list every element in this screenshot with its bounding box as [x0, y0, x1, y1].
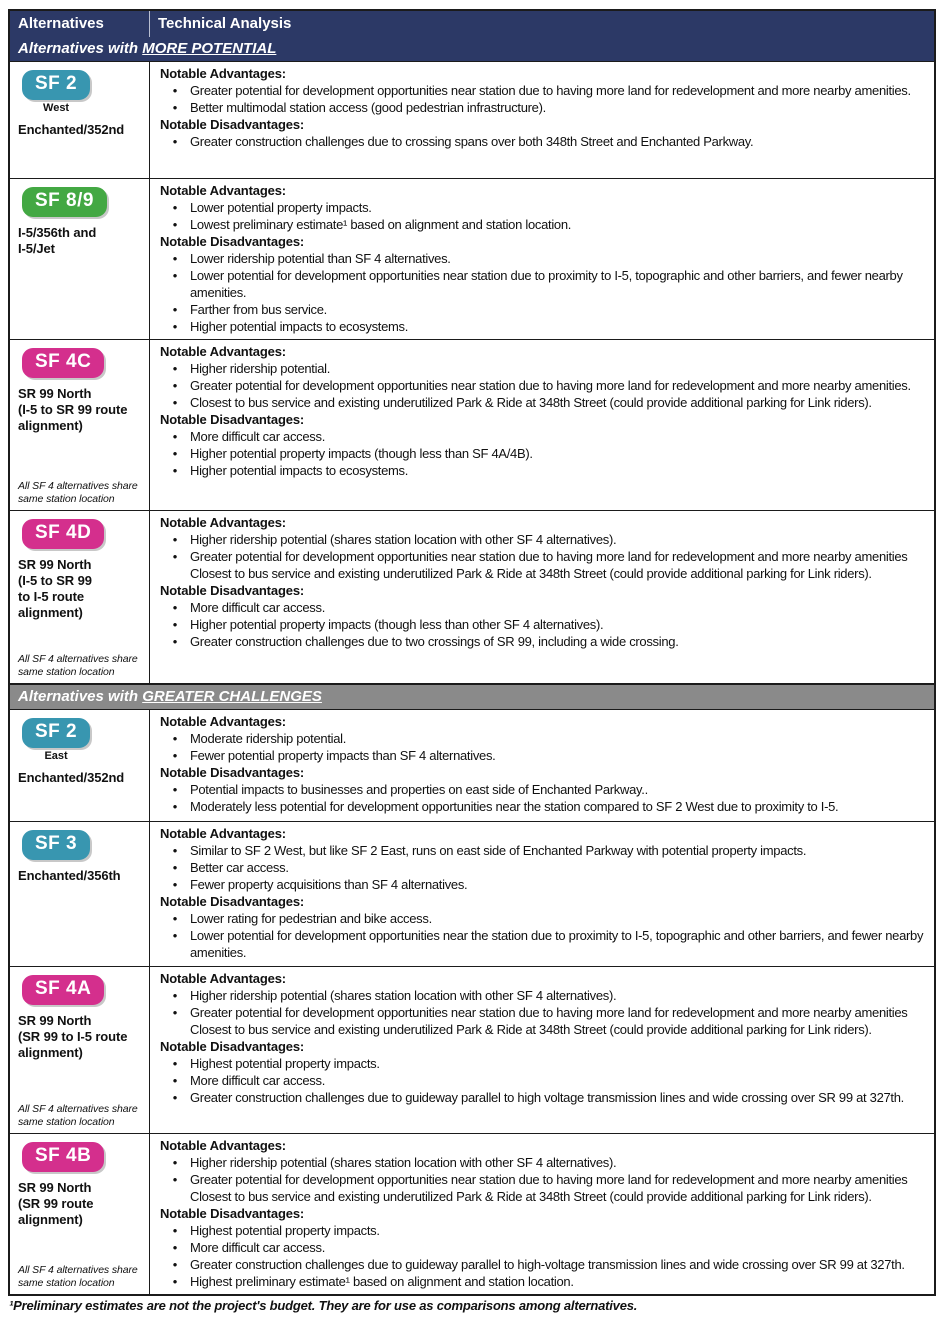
bullet-item [160, 1055, 928, 1072]
bullet-text: Greater potential for development opportunities near station due to having more land for redevelopment and more nearby amenities Closest to bus service and existing underutilized Park & Ride at 348th Street (could provide additional parking for Link riders). [190, 1172, 908, 1204]
alt-label-line: SR 99 North [18, 386, 92, 401]
bullet-dot: • [172, 217, 178, 232]
bullet-text: Highest potential property impacts. [190, 1223, 380, 1238]
badge-wrap [22, 718, 90, 762]
section-title-prefix: Alternatives with [18, 40, 143, 57]
bullet-text: Highest preliminary estimate¹ based on alignment and station location. [190, 1274, 574, 1289]
alt-sublabel: East [44, 750, 68, 762]
bullet-text: Higher potential impacts to ecosystems. [190, 463, 409, 478]
bullet-item [160, 730, 928, 747]
bullet-dot: • [172, 549, 178, 564]
disadvantages-heading: Notable Disadvantages: [160, 583, 305, 598]
advantages-heading: Notable Advantages: [160, 714, 286, 729]
badge-wrap [22, 1142, 104, 1172]
bullet-text: Greater potential for development opportunities near station due to having more land for redevelopment and more nearby amenities Closest to bus service and existing underutilized Park & Ride at 348th Street (could provide additional parking for Link riders). [190, 1005, 908, 1037]
bullet-item [160, 987, 928, 1004]
bullet-item [160, 199, 928, 216]
section-bar-greater-challenges [10, 684, 934, 710]
bullet-dot: • [172, 361, 178, 376]
alt-label-line: Enchanted/352nd [18, 122, 125, 137]
disadvantages-heading: Notable Disadvantages: [160, 234, 305, 249]
advantages-heading: Notable Advantages: [160, 66, 286, 81]
bullet-item [160, 377, 928, 394]
analysis-cell-sf2-east [150, 710, 934, 821]
advantages-heading: Notable Advantages: [160, 183, 286, 198]
alt-badge-sf2-west: SF 2 [22, 70, 90, 100]
alt-shared-location-note: All SF 4 alternatives share same station location [18, 1264, 138, 1289]
alt-label-line: (SR 99 route [18, 1196, 94, 1211]
bullet-item [160, 531, 928, 548]
bullet-text: Lower rating for pedestrian and bike access. [190, 911, 432, 926]
bullet-dot: • [172, 799, 178, 814]
bullet-item [160, 462, 928, 479]
bullet-item [160, 781, 928, 798]
bullet-dot: • [172, 446, 178, 461]
bullet-item [160, 250, 928, 267]
page [8, 0, 936, 1319]
alt-label-line: SR 99 North [18, 1013, 92, 1028]
bullet-item [160, 798, 928, 815]
bullet-text: Fewer potential property impacts than SF 4 alternatives. [190, 748, 496, 763]
bullet-item [160, 599, 928, 616]
alt-label [18, 225, 96, 257]
table-header-row [10, 11, 934, 37]
bullet-text: Greater construction challenges due to guideway parallel to high-voltage transmission lines and wide crossing over SR 99 at 327th. [190, 1257, 905, 1272]
bullet-item [160, 1171, 928, 1205]
disadvantages-heading: Notable Disadvantages: [160, 412, 305, 427]
table-row-sf3 [10, 822, 934, 967]
analysis-cell-sf8-9 [150, 179, 934, 339]
alt-label [18, 386, 127, 434]
alternative-cell-sf8-9 [10, 179, 150, 339]
alt-shared-location-note: All SF 4 alternatives share same station location [18, 653, 138, 678]
analysis-cell-sf4b [150, 1134, 934, 1294]
alt-badge-sf2-east: SF 2 [22, 718, 90, 748]
alt-badge-sf4c: SF 4C [22, 348, 104, 378]
advantages-heading: Notable Advantages: [160, 344, 286, 359]
alt-label [18, 557, 92, 621]
advantages-heading: Notable Advantages: [160, 515, 286, 530]
bullet-dot: • [172, 911, 178, 926]
alt-label-line: SR 99 North [18, 1180, 92, 1195]
bullet-dot: • [172, 860, 178, 875]
bullet-text: Lower potential for development opportunities near the station due to proximity to I-5, topographic and other barriers, and fewer nearby amenities. [190, 928, 924, 960]
bullet-item [160, 1256, 928, 1273]
badge-wrap [22, 187, 107, 217]
bullet-text: Higher potential property impacts (though less than SF 4A/4B). [190, 446, 533, 461]
bullet-dot: • [172, 251, 178, 266]
alt-label-line: I-5/356th and [18, 225, 97, 240]
bullet-item [160, 842, 928, 859]
table-row-sf8-9 [10, 179, 934, 340]
disadvantages-heading: Notable Disadvantages: [160, 1206, 305, 1221]
bullet-text: Greater construction challenges due to two crossings of SR 99, including a wide crossing. [190, 634, 679, 649]
bullet-item [160, 616, 928, 633]
bullet-text: Higher ridership potential (shares station location with other SF 4 alternatives). [190, 532, 617, 547]
bullet-item [160, 133, 928, 150]
bullet-text: Higher potential impacts to ecosystems. [190, 319, 409, 334]
bullet-text: Fewer property acquisitions than SF 4 alternatives. [190, 877, 468, 892]
alt-label [18, 770, 124, 786]
alternative-cell-sf4d [10, 511, 150, 683]
bullet-text: Highest potential property impacts. [190, 1056, 380, 1071]
section-title-emphasis: MORE POTENTIAL [142, 40, 277, 57]
alt-label-line: Enchanted/356th [18, 868, 121, 883]
bullet-dot: • [172, 1090, 178, 1105]
bullet-dot: • [172, 429, 178, 444]
bullet-item [160, 927, 928, 961]
header-cell-alternatives: Alternatives [10, 11, 150, 37]
alt-badge-sf8-9: SF 8/9 [22, 187, 107, 217]
bullet-dot: • [172, 200, 178, 215]
bullet-dot: • [172, 1073, 178, 1088]
alt-label-line: (I-5 to SR 99 [18, 573, 92, 588]
bullet-dot: • [172, 1257, 178, 1272]
badge-wrap [22, 830, 90, 860]
bullet-item [160, 910, 928, 927]
alt-label-line: to I-5 route [18, 589, 84, 604]
table-row-sf2-east [10, 710, 934, 822]
bullet-dot: • [172, 1005, 178, 1020]
alternative-cell-sf3 [10, 822, 150, 966]
bullet-dot: • [172, 83, 178, 98]
badge-wrap [22, 348, 104, 378]
bullet-text: Moderate ridership potential. [190, 731, 347, 746]
bullet-text: Greater construction challenges due to guideway parallel to high voltage transmission lines and wide crossing over SR 99 at 327th. [190, 1090, 904, 1105]
alt-label-line: (I-5 to SR 99 route [18, 402, 128, 417]
bullet-text: Farther from bus service. [190, 302, 327, 317]
bullet-dot: • [172, 395, 178, 410]
bullet-item [160, 267, 928, 301]
table-row-sf4c [10, 340, 934, 511]
advantages-heading: Notable Advantages: [160, 1138, 286, 1153]
bullet-item [160, 1004, 928, 1038]
bullet-item [160, 301, 928, 318]
footnote: ¹Preliminary estimates are not the project's budget. They are for use as comparisons among alternatives. [9, 1298, 638, 1313]
bullet-item [160, 216, 928, 233]
bullet-dot: • [172, 843, 178, 858]
alt-label [18, 122, 124, 138]
bullet-dot: • [172, 532, 178, 547]
bullet-item [160, 428, 928, 445]
alt-label-line: SR 99 North [18, 557, 92, 572]
bullet-dot: • [172, 928, 178, 943]
alt-label-line: I-5/Jet [18, 241, 55, 256]
alt-shared-location-note: All SF 4 alternatives share same station location [18, 1103, 138, 1128]
alt-label-line: (SR 99 to I-5 route [18, 1029, 128, 1044]
table-row-sf4b [10, 1134, 934, 1294]
bullet-item [160, 394, 928, 411]
disadvantages-heading: Notable Disadvantages: [160, 765, 305, 780]
section-title-prefix: Alternatives with [18, 688, 143, 705]
bullet-item [160, 1089, 928, 1106]
bullet-dot: • [172, 268, 178, 283]
bullet-text: Higher ridership potential. [190, 361, 331, 376]
bullet-text: Lowest preliminary estimate¹ based on alignment and station location. [190, 217, 572, 232]
analysis-cell-sf4c [150, 340, 934, 510]
bullet-text: Better multimodal station access (good pedestrian infrastructure). [190, 100, 546, 115]
badge-wrap [22, 975, 104, 1005]
bullet-dot: • [172, 134, 178, 149]
bullet-item [160, 82, 928, 99]
bullet-text: More difficult car access. [190, 429, 326, 444]
section-greater-challenges [10, 684, 934, 1294]
analysis-cell-sf4d [150, 511, 934, 683]
bullet-text: Greater potential for development opportunities near station due to having more land for redevelopment and more nearby amenities. [190, 83, 911, 98]
bullet-text: Similar to SF 2 West, but like SF 2 East, runs on east side of Enchanted Parkway with potential property impacts. [190, 843, 807, 858]
alt-label-line: Enchanted/352nd [18, 770, 125, 785]
bullet-text: Greater construction challenges due to crossing spans over both 348th Street and Enchanted Parkway. [190, 134, 754, 149]
bullet-item [160, 318, 928, 335]
table-row-sf2-west [10, 62, 934, 179]
bullet-text: Lower ridership potential than SF 4 alternatives. [190, 251, 451, 266]
bullet-dot: • [172, 1274, 178, 1289]
alt-label-line: alignment) [18, 418, 83, 433]
bullet-dot: • [172, 1155, 178, 1170]
alt-label-line: alignment) [18, 1045, 83, 1060]
alternative-cell-sf4c [10, 340, 150, 510]
bullet-item [160, 859, 928, 876]
bullet-dot: • [172, 782, 178, 797]
bullet-dot: • [172, 1056, 178, 1071]
bullet-text: Greater potential for development opportunities near station due to having more land for redevelopment and more nearby amenities Closest to bus service and existing underutilized Park & Ride at 348th Street (could provide additional parking for Link riders). [190, 549, 908, 581]
bullet-item [160, 1273, 928, 1290]
table-row-sf4a [10, 967, 934, 1134]
analysis-cell-sf3 [150, 822, 934, 966]
alternative-cell-sf4a [10, 967, 150, 1133]
alt-label [18, 1180, 93, 1228]
bullet-text: Higher ridership potential (shares station location with other SF 4 alternatives). [190, 988, 617, 1003]
bullet-dot: • [172, 617, 178, 632]
table-row-sf4d [10, 511, 934, 684]
bullet-text: Potential impacts to businesses and properties on east side of Enchanted Parkway.. [190, 782, 648, 797]
analysis-cell-sf4a [150, 967, 934, 1133]
bullet-dot: • [172, 302, 178, 317]
alternatives-table [8, 9, 936, 1296]
badge-wrap [22, 519, 104, 549]
bullet-text: Moderately less potential for development opportunities near the station compared to SF 2 West due to proximity to I-5. [190, 799, 839, 814]
bullet-dot: • [172, 877, 178, 892]
header-cell-technical-analysis: Technical Analysis [158, 15, 292, 32]
section-bar-more-potential [10, 37, 934, 62]
alternative-cell-sf2-east [10, 710, 150, 821]
advantages-heading: Notable Advantages: [160, 971, 286, 986]
bullet-dot: • [172, 600, 178, 615]
alt-label-line: alignment) [18, 605, 83, 620]
bullet-text: Closest to bus service and existing underutilized Park & Ride at 348th Street (could provide additional parking for Link riders). [190, 395, 872, 410]
disadvantages-heading: Notable Disadvantages: [160, 894, 305, 909]
bullet-text: Lower potential property impacts. [190, 200, 372, 215]
bullet-text: More difficult car access. [190, 600, 326, 615]
bullet-dot: • [172, 988, 178, 1003]
bullet-item [160, 1222, 928, 1239]
bullet-item [160, 360, 928, 377]
bullet-item [160, 876, 928, 893]
alt-badge-sf4a: SF 4A [22, 975, 104, 1005]
alt-shared-location-note: All SF 4 alternatives share same station location [18, 480, 138, 505]
alt-badge-sf4b: SF 4B [22, 1142, 104, 1172]
alt-label-line: alignment) [18, 1212, 83, 1227]
bullet-text: More difficult car access. [190, 1240, 326, 1255]
bullet-item [160, 1239, 928, 1256]
bullet-text: Higher ridership potential (shares station location with other SF 4 alternatives). [190, 1155, 617, 1170]
bullet-text: Greater potential for development opportunities near station due to having more land for redevelopment and more nearby amenities. [190, 378, 911, 393]
bullet-dot: • [172, 319, 178, 334]
bullet-item [160, 747, 928, 764]
bullet-dot: • [172, 100, 178, 115]
bullet-text: Higher potential property impacts (though less than other SF 4 alternatives). [190, 617, 604, 632]
section-title-emphasis: GREATER CHALLENGES [142, 688, 322, 705]
bullet-text: Better car access. [190, 860, 289, 875]
bullet-dot: • [172, 463, 178, 478]
bullet-dot: • [172, 748, 178, 763]
disadvantages-heading: Notable Disadvantages: [160, 1039, 305, 1054]
alt-label [18, 868, 121, 884]
bullet-dot: • [172, 634, 178, 649]
bullet-item [160, 99, 928, 116]
badge-wrap [22, 70, 90, 114]
bullet-text: Lower potential for development opportunities near station due to proximity to I-5, topographic and other barriers, and fewer nearby amenities. [190, 268, 903, 300]
bullet-item [160, 633, 928, 650]
alt-badge-sf3: SF 3 [22, 830, 90, 860]
alternative-cell-sf4b [10, 1134, 150, 1294]
bullet-dot: • [172, 1172, 178, 1187]
bullet-item [160, 548, 928, 582]
alt-badge-sf4d: SF 4D [22, 519, 104, 549]
bullet-item [160, 1154, 928, 1171]
analysis-cell-sf2-west [150, 62, 934, 178]
bullet-text: More difficult car access. [190, 1073, 326, 1088]
bullet-dot: • [172, 378, 178, 393]
bullet-dot: • [172, 1223, 178, 1238]
alt-sublabel: West [43, 102, 70, 114]
bullet-item [160, 445, 928, 462]
disadvantages-heading: Notable Disadvantages: [160, 117, 305, 132]
advantages-heading: Notable Advantages: [160, 826, 286, 841]
section-more-potential [10, 37, 934, 684]
bullet-item [160, 1072, 928, 1089]
alt-label [18, 1013, 127, 1061]
bullet-dot: • [172, 731, 178, 746]
alternative-cell-sf2-west [10, 62, 150, 178]
bullet-dot: • [172, 1240, 178, 1255]
